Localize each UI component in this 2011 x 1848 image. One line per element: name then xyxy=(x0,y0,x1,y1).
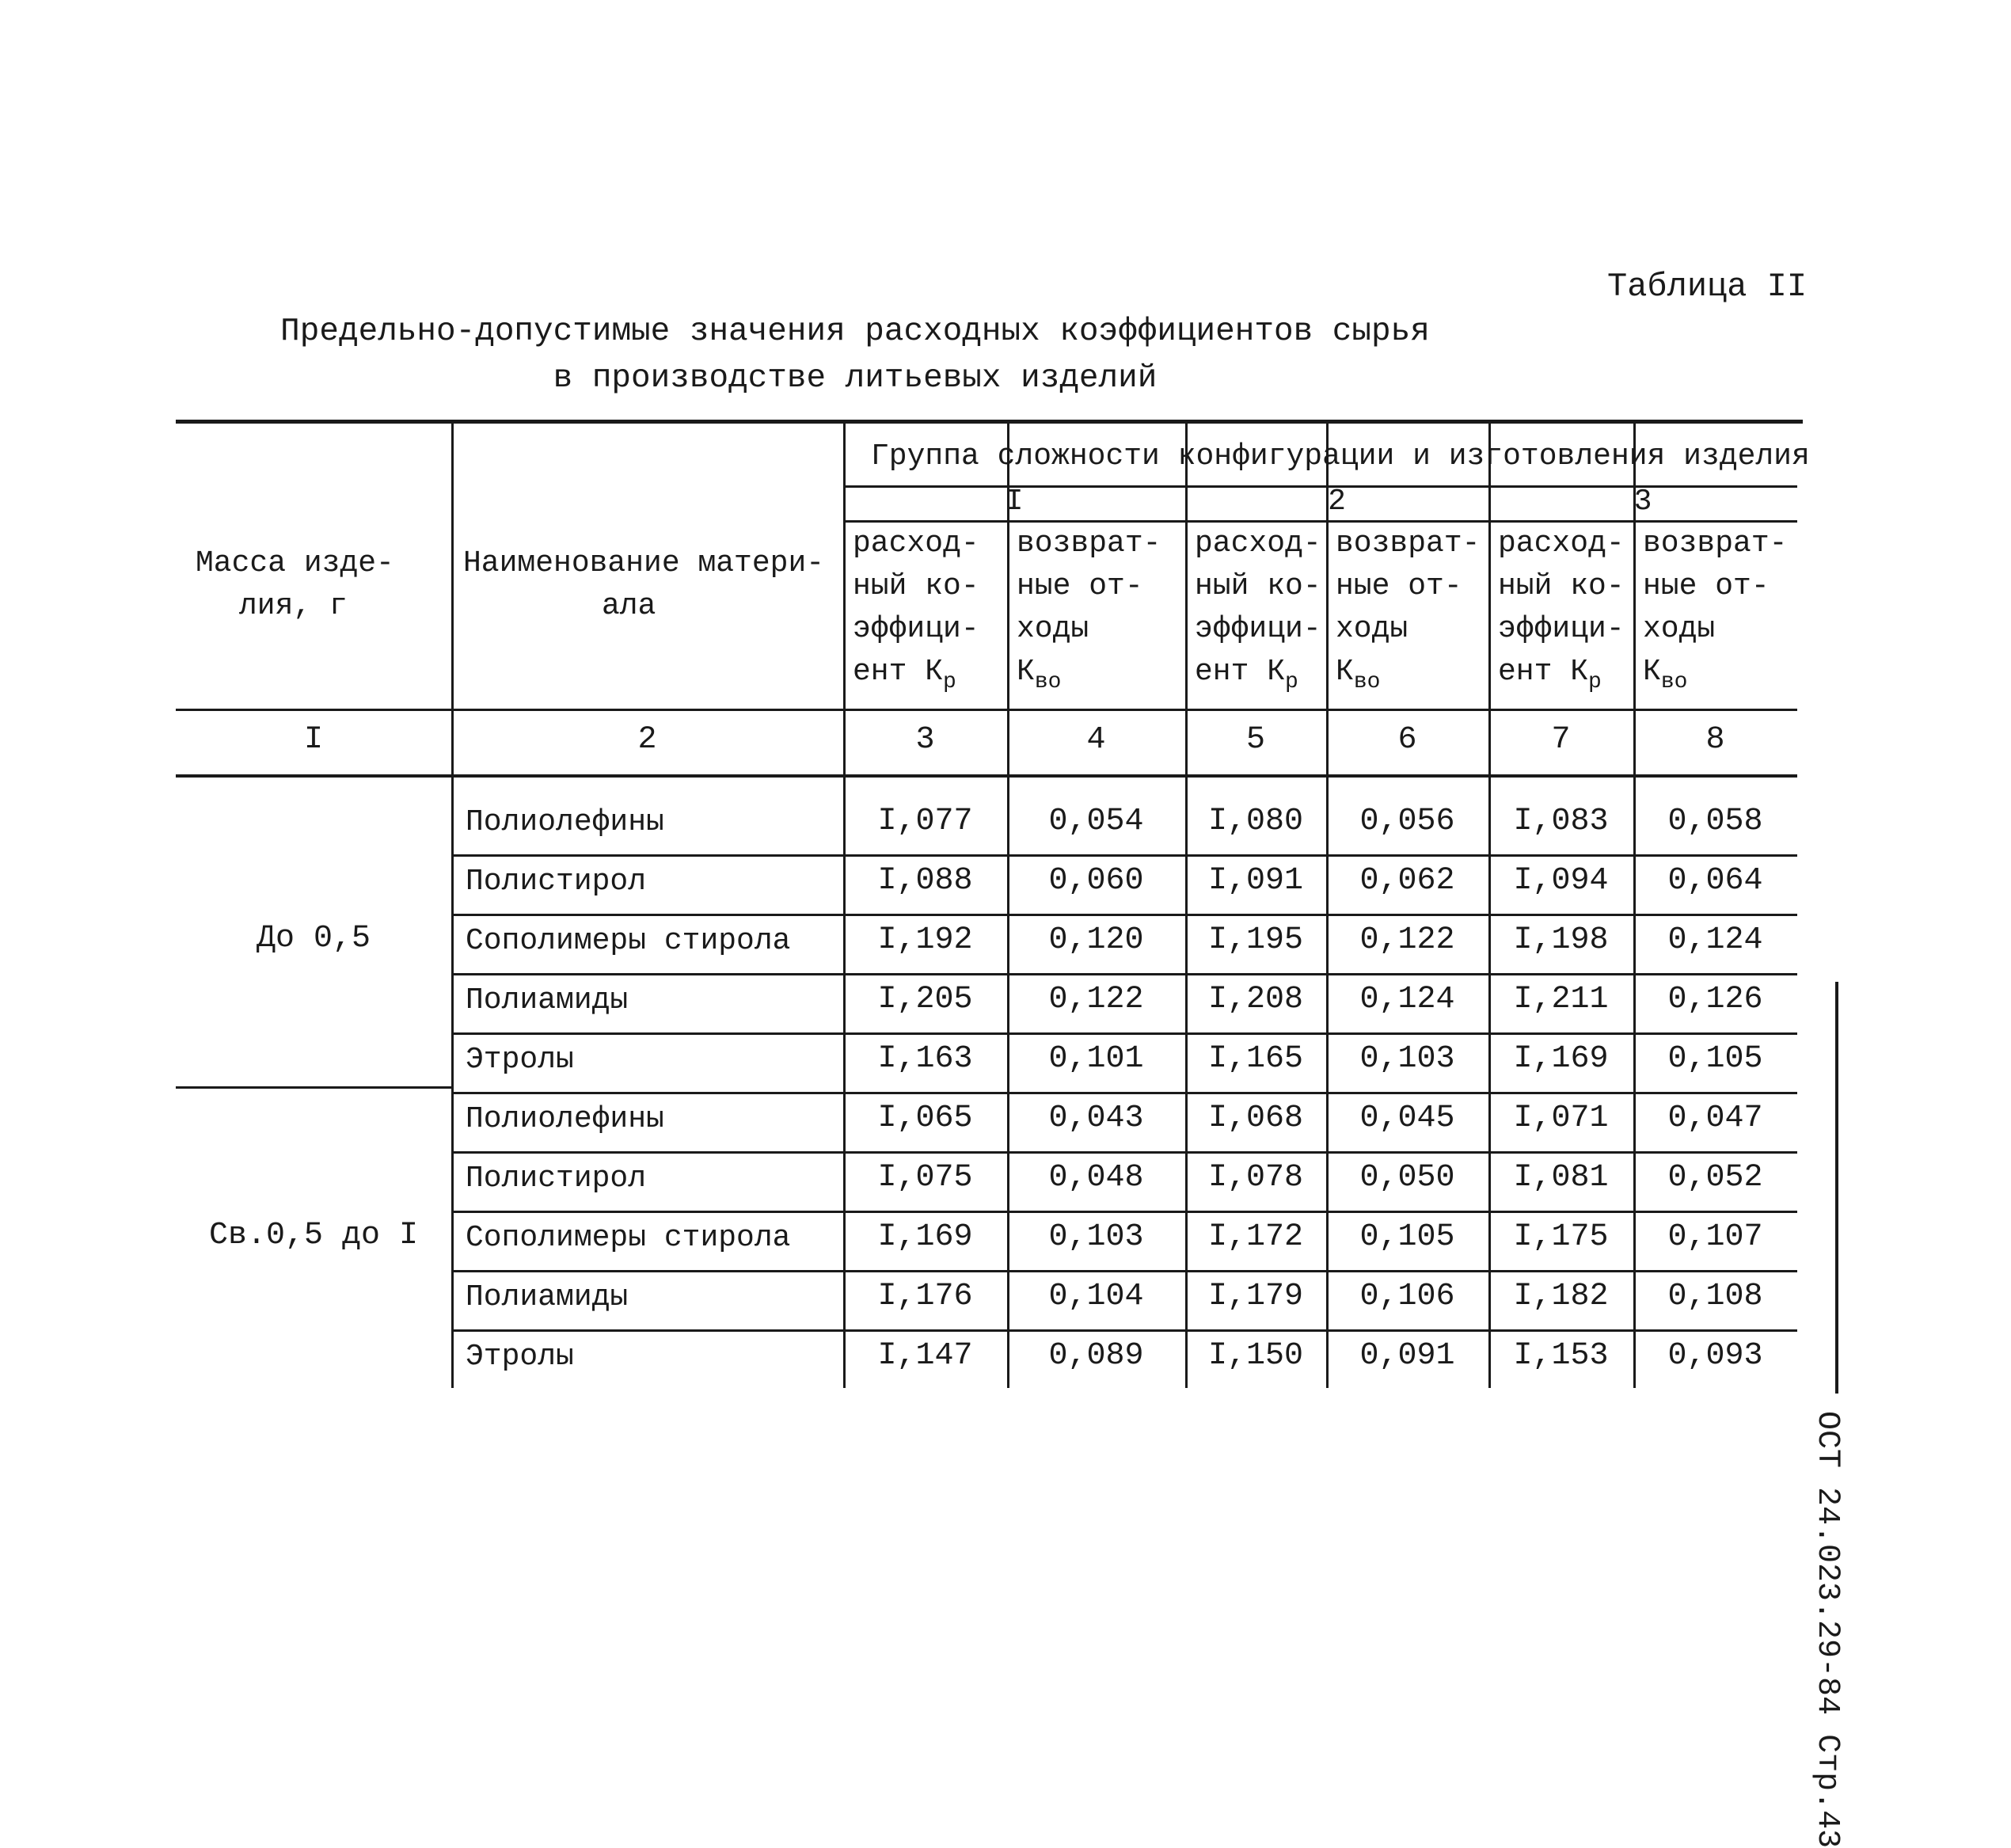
table-title-line-1: Предельно-допустимые значения расходных коэффициентов сырья xyxy=(280,314,1430,350)
row-rule xyxy=(451,1032,1797,1035)
subheader-kvo-4-line-2: ные от- xyxy=(1336,569,1462,603)
value-cell: 0,124 xyxy=(1667,922,1763,958)
subheader-kp-1-line-2: ный ко- xyxy=(853,569,979,603)
numbering-rule xyxy=(176,774,1797,778)
column-number-8: 8 xyxy=(1705,722,1725,758)
subheader-kp-1-line-3: эффици- xyxy=(853,612,979,646)
subscript-kp: р xyxy=(943,670,956,694)
subscript-kp: р xyxy=(1285,670,1298,694)
value-cell: 0,122 xyxy=(1359,922,1455,958)
column-number-4: 4 xyxy=(1086,722,1106,758)
subheader-kvo-6-line-1: возврат- xyxy=(1643,527,1788,561)
value-cell: I,147 xyxy=(877,1338,973,1374)
subheader-kp-5-line-4: ент $К_р$ xyxy=(1498,655,1602,694)
value-cell: I,088 xyxy=(877,863,973,899)
value-cell: 0,108 xyxy=(1667,1279,1763,1314)
value-cell: 0,043 xyxy=(1048,1101,1144,1136)
row-rule xyxy=(451,1270,1797,1272)
mass-value-2: Св.0,5 до I xyxy=(208,1218,419,1253)
column-number-3: 3 xyxy=(915,722,935,758)
material-name: Этролы xyxy=(466,1043,574,1077)
value-cell: I,065 xyxy=(877,1101,973,1136)
mass-header-line-1: Масса изде- xyxy=(196,546,394,580)
subheader-kp-5-line-1: расход- xyxy=(1498,527,1625,561)
subheader-kvo-6-line-2: ные от- xyxy=(1643,569,1770,603)
subheader-kp-1-line-1: расход- xyxy=(853,527,979,561)
value-cell: I,077 xyxy=(877,804,973,839)
material-name: Сополимеры стирола xyxy=(466,1221,791,1255)
column-number-7: 7 xyxy=(1551,722,1571,758)
subheader-kp-3-line-2: ный ко- xyxy=(1195,569,1321,603)
subscript-kp: р xyxy=(1588,670,1602,694)
subheader-kvo-6-line-4: $К_{во}$ xyxy=(1643,655,1688,694)
material-header-line-2: ала xyxy=(602,589,656,623)
value-cell: 0,048 xyxy=(1048,1160,1144,1196)
group-header: Группа сложности конфигурации и изготовления изделия xyxy=(871,439,1810,473)
value-cell: I,075 xyxy=(877,1160,973,1196)
column-number-2: 2 xyxy=(637,722,657,758)
top-rule xyxy=(176,420,1803,424)
table-label: Таблица II xyxy=(1607,268,1808,306)
subheader-kvo-2-line-3: ходы xyxy=(1017,612,1089,646)
material-name: Этролы xyxy=(466,1340,574,1374)
subheader-kvo-6-line-3: ходы xyxy=(1643,612,1716,646)
value-cell: I,175 xyxy=(1513,1219,1609,1255)
row-rule xyxy=(451,914,1797,916)
value-cell: 0,124 xyxy=(1359,982,1455,1017)
value-cell: I,182 xyxy=(1513,1279,1609,1314)
row-rule xyxy=(451,1329,1797,1332)
value-cell: I,172 xyxy=(1207,1219,1304,1255)
value-cell: I,153 xyxy=(1513,1338,1609,1374)
vline-material xyxy=(451,422,454,1388)
value-cell: 0,101 xyxy=(1048,1041,1144,1077)
value-cell: 0,060 xyxy=(1048,863,1144,899)
subheader-kp-3-line-1: расход- xyxy=(1195,527,1321,561)
value-cell: I,068 xyxy=(1207,1101,1304,1136)
subheader-kp-1-line-4: ент $К_р$ xyxy=(853,655,956,694)
value-cell: 0,045 xyxy=(1359,1101,1455,1136)
subscript-kvo: во xyxy=(1660,670,1688,694)
mass-value-1: До 0,5 xyxy=(256,921,371,956)
subheader-kvo-2-line-2: ные от- xyxy=(1017,569,1143,603)
value-cell: 0,106 xyxy=(1359,1279,1455,1314)
group-number-1: I xyxy=(1005,485,1024,519)
value-cell: I,208 xyxy=(1207,982,1304,1017)
value-cell: 0,054 xyxy=(1048,804,1144,839)
value-cell: I,071 xyxy=(1513,1101,1609,1136)
material-header-line-1: Наименование матери- xyxy=(463,546,825,580)
value-cell: 0,104 xyxy=(1048,1279,1144,1314)
value-cell: 0,058 xyxy=(1667,804,1763,839)
value-cell: I,081 xyxy=(1513,1160,1609,1196)
value-cell: I,176 xyxy=(877,1279,973,1314)
value-cell: I,169 xyxy=(1513,1041,1609,1077)
subheader-kp-3-line-4: ент $К_р$ xyxy=(1195,655,1298,694)
side-rule xyxy=(1835,982,1838,1394)
material-name: Полистирол xyxy=(466,1162,647,1196)
material-name: Полиолефины xyxy=(466,805,664,839)
value-cell: 0,120 xyxy=(1048,922,1144,958)
subscript-kvo: во xyxy=(1034,670,1062,694)
value-cell: 0,062 xyxy=(1359,863,1455,899)
value-cell: I,169 xyxy=(877,1219,973,1255)
value-cell: 0,091 xyxy=(1359,1338,1455,1374)
value-cell: I,192 xyxy=(877,922,973,958)
value-cell: I,195 xyxy=(1207,922,1304,958)
row-rule xyxy=(451,1211,1797,1213)
material-name: Полиолефины xyxy=(466,1102,664,1136)
subheader-kp-5-line-3: эффици- xyxy=(1498,612,1625,646)
value-cell: I,165 xyxy=(1207,1041,1304,1077)
group-number-3: 3 xyxy=(1633,485,1652,519)
header-bottom-rule xyxy=(176,709,1797,711)
subscript-kvo: во xyxy=(1353,670,1381,694)
value-cell: I,094 xyxy=(1513,863,1609,899)
subheader-kvo-2-line-1: возврат- xyxy=(1017,527,1161,561)
value-cell: 0,105 xyxy=(1359,1219,1455,1255)
value-cell: 0,107 xyxy=(1667,1219,1763,1255)
value-cell: I,078 xyxy=(1207,1160,1304,1196)
subheader-kvo-4-line-1: возврат- xyxy=(1336,527,1481,561)
document-code: ОСТ 24.023.29-84 Стр.43 xyxy=(1809,1411,1845,1848)
value-cell: 0,093 xyxy=(1667,1338,1763,1374)
value-cell: 0,089 xyxy=(1048,1338,1144,1374)
value-cell: 0,105 xyxy=(1667,1041,1763,1077)
value-cell: I,083 xyxy=(1513,804,1609,839)
value-cell: 0,047 xyxy=(1667,1101,1763,1136)
section-rule xyxy=(176,1086,451,1089)
value-cell: 0,126 xyxy=(1667,982,1763,1017)
subheader-kp-3-line-3: эффици- xyxy=(1195,612,1321,646)
subheader-kp-5-line-2: ный ко- xyxy=(1498,569,1625,603)
value-cell: 0,103 xyxy=(1048,1219,1144,1255)
material-name: Сополимеры стирола xyxy=(466,924,791,958)
value-cell: 0,056 xyxy=(1359,804,1455,839)
value-cell: I,179 xyxy=(1207,1279,1304,1314)
material-name: Полистирол xyxy=(466,865,647,899)
group-number-2: 2 xyxy=(1328,485,1346,519)
subheader-kvo-4-line-4: $К_{во}$ xyxy=(1336,655,1381,694)
value-cell: I,080 xyxy=(1207,804,1304,839)
value-cell: 0,052 xyxy=(1667,1160,1763,1196)
value-cell: I,091 xyxy=(1207,863,1304,899)
column-number-5: 5 xyxy=(1245,722,1265,758)
value-cell: I,205 xyxy=(877,982,973,1017)
value-cell: 0,103 xyxy=(1359,1041,1455,1077)
material-name: Полиамиды xyxy=(466,983,629,1017)
column-number-1: I xyxy=(303,722,323,758)
value-cell: I,150 xyxy=(1207,1338,1304,1374)
row-rule xyxy=(451,854,1797,857)
value-cell: 0,122 xyxy=(1048,982,1144,1017)
value-cell: I,198 xyxy=(1513,922,1609,958)
column-number-6: 6 xyxy=(1397,722,1417,758)
mass-header-line-2: лия, г xyxy=(239,589,348,623)
value-cell: 0,064 xyxy=(1667,863,1763,899)
value-cell: 0,050 xyxy=(1359,1160,1455,1196)
value-cell: I,163 xyxy=(877,1041,973,1077)
table-title-line-2: в производстве литьевых изделий xyxy=(553,360,1158,397)
subheader-kvo-4-line-3: ходы xyxy=(1336,612,1408,646)
row-rule xyxy=(451,973,1797,975)
subheader-kvo-2-line-4: $К_{во}$ xyxy=(1017,655,1062,694)
value-cell: I,211 xyxy=(1513,982,1609,1017)
row-rule xyxy=(451,1092,1797,1094)
material-name: Полиамиды xyxy=(466,1280,629,1314)
row-rule xyxy=(451,1151,1797,1154)
